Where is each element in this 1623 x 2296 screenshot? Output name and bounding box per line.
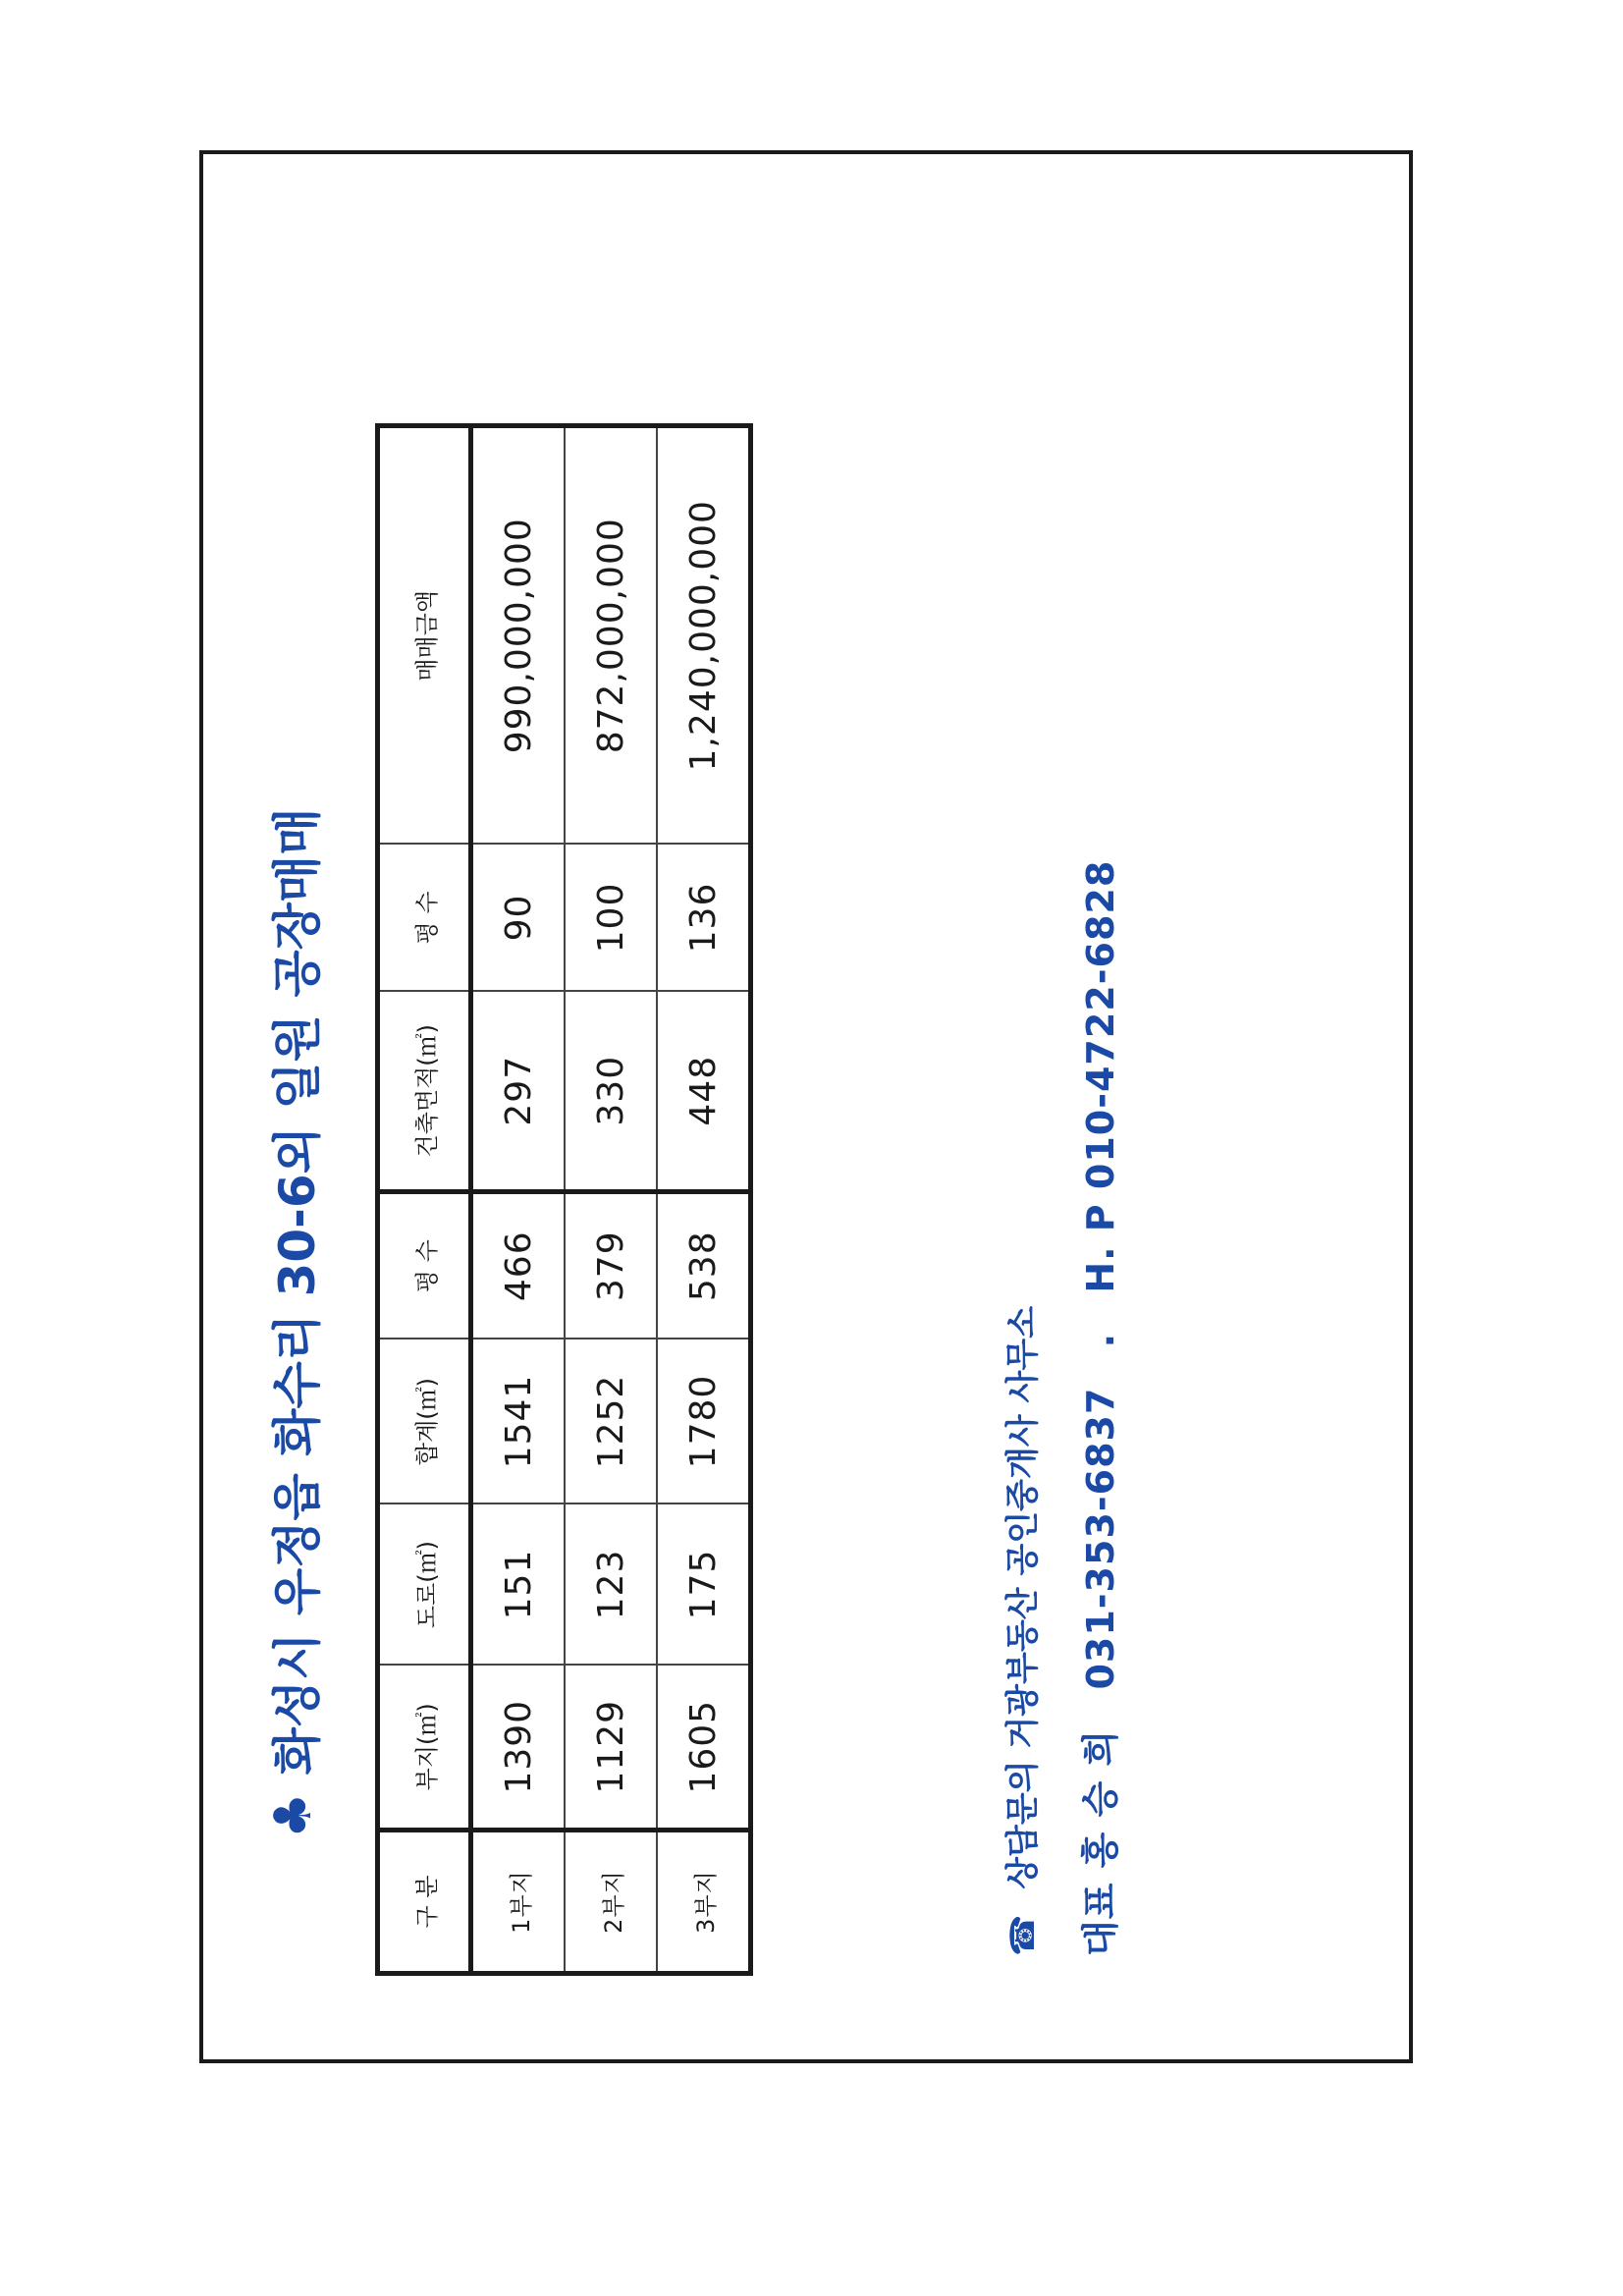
building-pyeong-cell: 100 bbox=[565, 845, 657, 992]
table-header-row bbox=[378, 426, 471, 1974]
table-row bbox=[657, 426, 751, 1974]
site-area-cell: 1605 bbox=[657, 1666, 751, 1831]
road-area-cell: 123 bbox=[565, 1504, 657, 1666]
land-pyeong-cell: 379 bbox=[565, 1192, 657, 1339]
row-label: 1부지 bbox=[471, 1831, 566, 1974]
contact-inquiry bbox=[996, 1306, 1044, 1956]
phone-icon: ☎ bbox=[1003, 1914, 1043, 1956]
total-area-cell: 1780 bbox=[657, 1339, 751, 1504]
page-title bbox=[249, 169, 338, 1838]
sale-price-cell: 872,000,000 bbox=[565, 426, 657, 845]
building-pyeong-cell: 90 bbox=[471, 845, 566, 992]
listing-table bbox=[375, 423, 753, 1976]
header-category: 구 분 bbox=[378, 1831, 471, 1974]
header-total-area: 합계(㎡) bbox=[378, 1339, 471, 1504]
land-pyeong-cell: 538 bbox=[657, 1192, 751, 1339]
table-row bbox=[471, 426, 566, 1974]
header-sale-price: 매매금액 bbox=[378, 426, 471, 845]
header-site-area: 부지(㎡) bbox=[378, 1666, 471, 1831]
site-area-cell: 1129 bbox=[565, 1666, 657, 1831]
row-label: 2부지 bbox=[565, 1831, 657, 1974]
contact-details bbox=[1070, 835, 1124, 1956]
row-label: 3부지 bbox=[657, 1831, 751, 1974]
representative-name: 대표 홍 승 희 bbox=[1079, 1728, 1122, 1956]
building-area-cell: 330 bbox=[565, 992, 657, 1192]
building-area-cell: 297 bbox=[471, 992, 566, 1192]
building-pyeong-cell: 136 bbox=[657, 845, 751, 992]
sale-price-cell: 1,240,000,000 bbox=[657, 426, 751, 845]
total-area-cell: 1252 bbox=[565, 1339, 657, 1504]
contact-separator: . bbox=[1079, 1332, 1122, 1348]
header-building-pyeong: 평 수 bbox=[378, 845, 471, 992]
page-title-text: 화성시 우정읍 화수리 30-6외 일원 공장매매 bbox=[269, 807, 326, 1776]
header-land-pyeong: 평 수 bbox=[378, 1192, 471, 1339]
site-area-cell: 1390 bbox=[471, 1666, 566, 1831]
header-road-area: 도로(㎡) bbox=[378, 1504, 471, 1666]
sale-price-cell: 990,000,000 bbox=[471, 426, 566, 845]
office-phone: 031-353-6837 bbox=[1079, 1387, 1122, 1690]
building-area-cell: 448 bbox=[657, 992, 751, 1192]
header-building-area: 건축면적(㎡) bbox=[378, 992, 471, 1192]
mobile-phone: H. P 010-4722-6828 bbox=[1079, 859, 1122, 1293]
club-icon: ♣ bbox=[264, 1792, 323, 1838]
total-area-cell: 1541 bbox=[471, 1339, 566, 1504]
road-area-cell: 151 bbox=[471, 1504, 566, 1666]
road-area-cell: 175 bbox=[657, 1504, 751, 1666]
land-pyeong-cell: 466 bbox=[471, 1192, 566, 1339]
contact-inquiry-text: 상담문의 거광부동산 공인중개사 사무소 bbox=[1003, 1305, 1043, 1889]
table-row bbox=[565, 426, 657, 1974]
rotated-content bbox=[249, 169, 1271, 1976]
